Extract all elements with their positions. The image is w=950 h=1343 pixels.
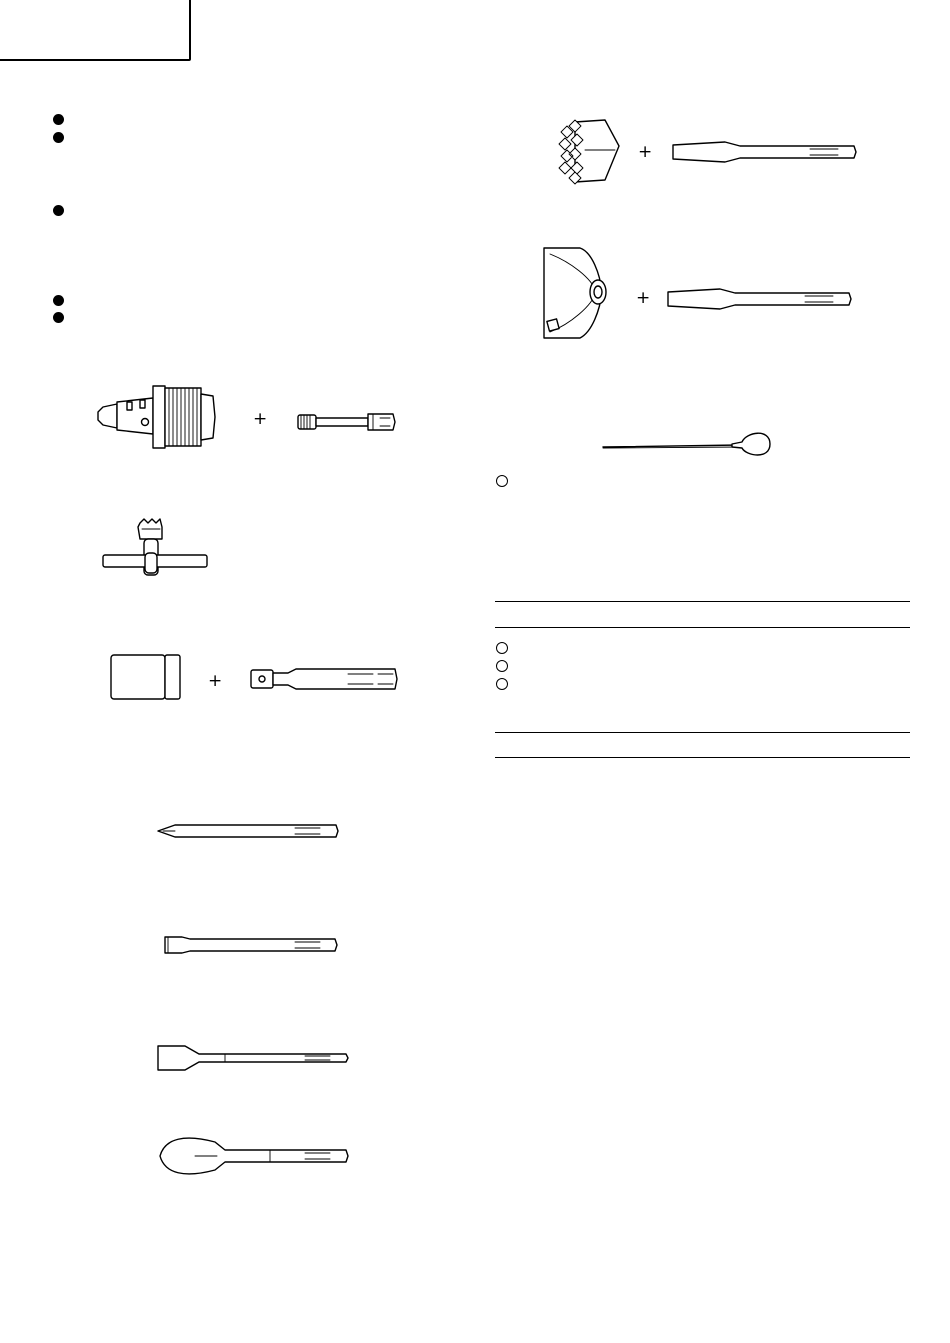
bullet-5: [53, 312, 64, 323]
plus-sign-1: +: [253, 409, 268, 429]
bushing-tool-icon: [555, 112, 623, 187]
cultivating-scoop-icon: [155, 1128, 353, 1184]
bullet-2: [53, 132, 64, 143]
rammer-plate-icon: [540, 244, 612, 342]
plus-sign-4: +: [636, 288, 651, 308]
bull-point-icon: [155, 820, 341, 842]
second-table-top-rule: [495, 732, 910, 733]
core-bit-adapter-icon: [248, 664, 403, 694]
table-top-rule: [495, 601, 910, 602]
cleaning-pump-icon: [600, 426, 775, 462]
chuck-adapter-icon: [295, 410, 400, 434]
scraper-icon: [155, 1042, 353, 1074]
plus-sign-2: +: [208, 671, 223, 691]
second-table-bottom-rule: [495, 757, 910, 758]
bullet-3: [53, 205, 64, 216]
core-bit-icon: [108, 652, 183, 702]
ring-marker-3: [496, 660, 508, 672]
taper-shank-adapter-icon: [665, 284, 857, 314]
cold-chisel-icon: [160, 933, 342, 957]
ring-marker-1: [496, 475, 508, 487]
chuck-key-icon: [100, 515, 210, 577]
drill-chuck-icon: [95, 382, 220, 452]
table-header-rule: [495, 627, 910, 628]
bullet-1: [53, 114, 64, 125]
bullet-4: [53, 295, 64, 306]
plus-sign-3: +: [638, 142, 653, 162]
taper-shank-adapter-icon: [670, 137, 862, 167]
ring-marker-4: [496, 678, 508, 690]
ring-marker-2: [496, 642, 508, 654]
page-tab-box: [0, 0, 191, 61]
